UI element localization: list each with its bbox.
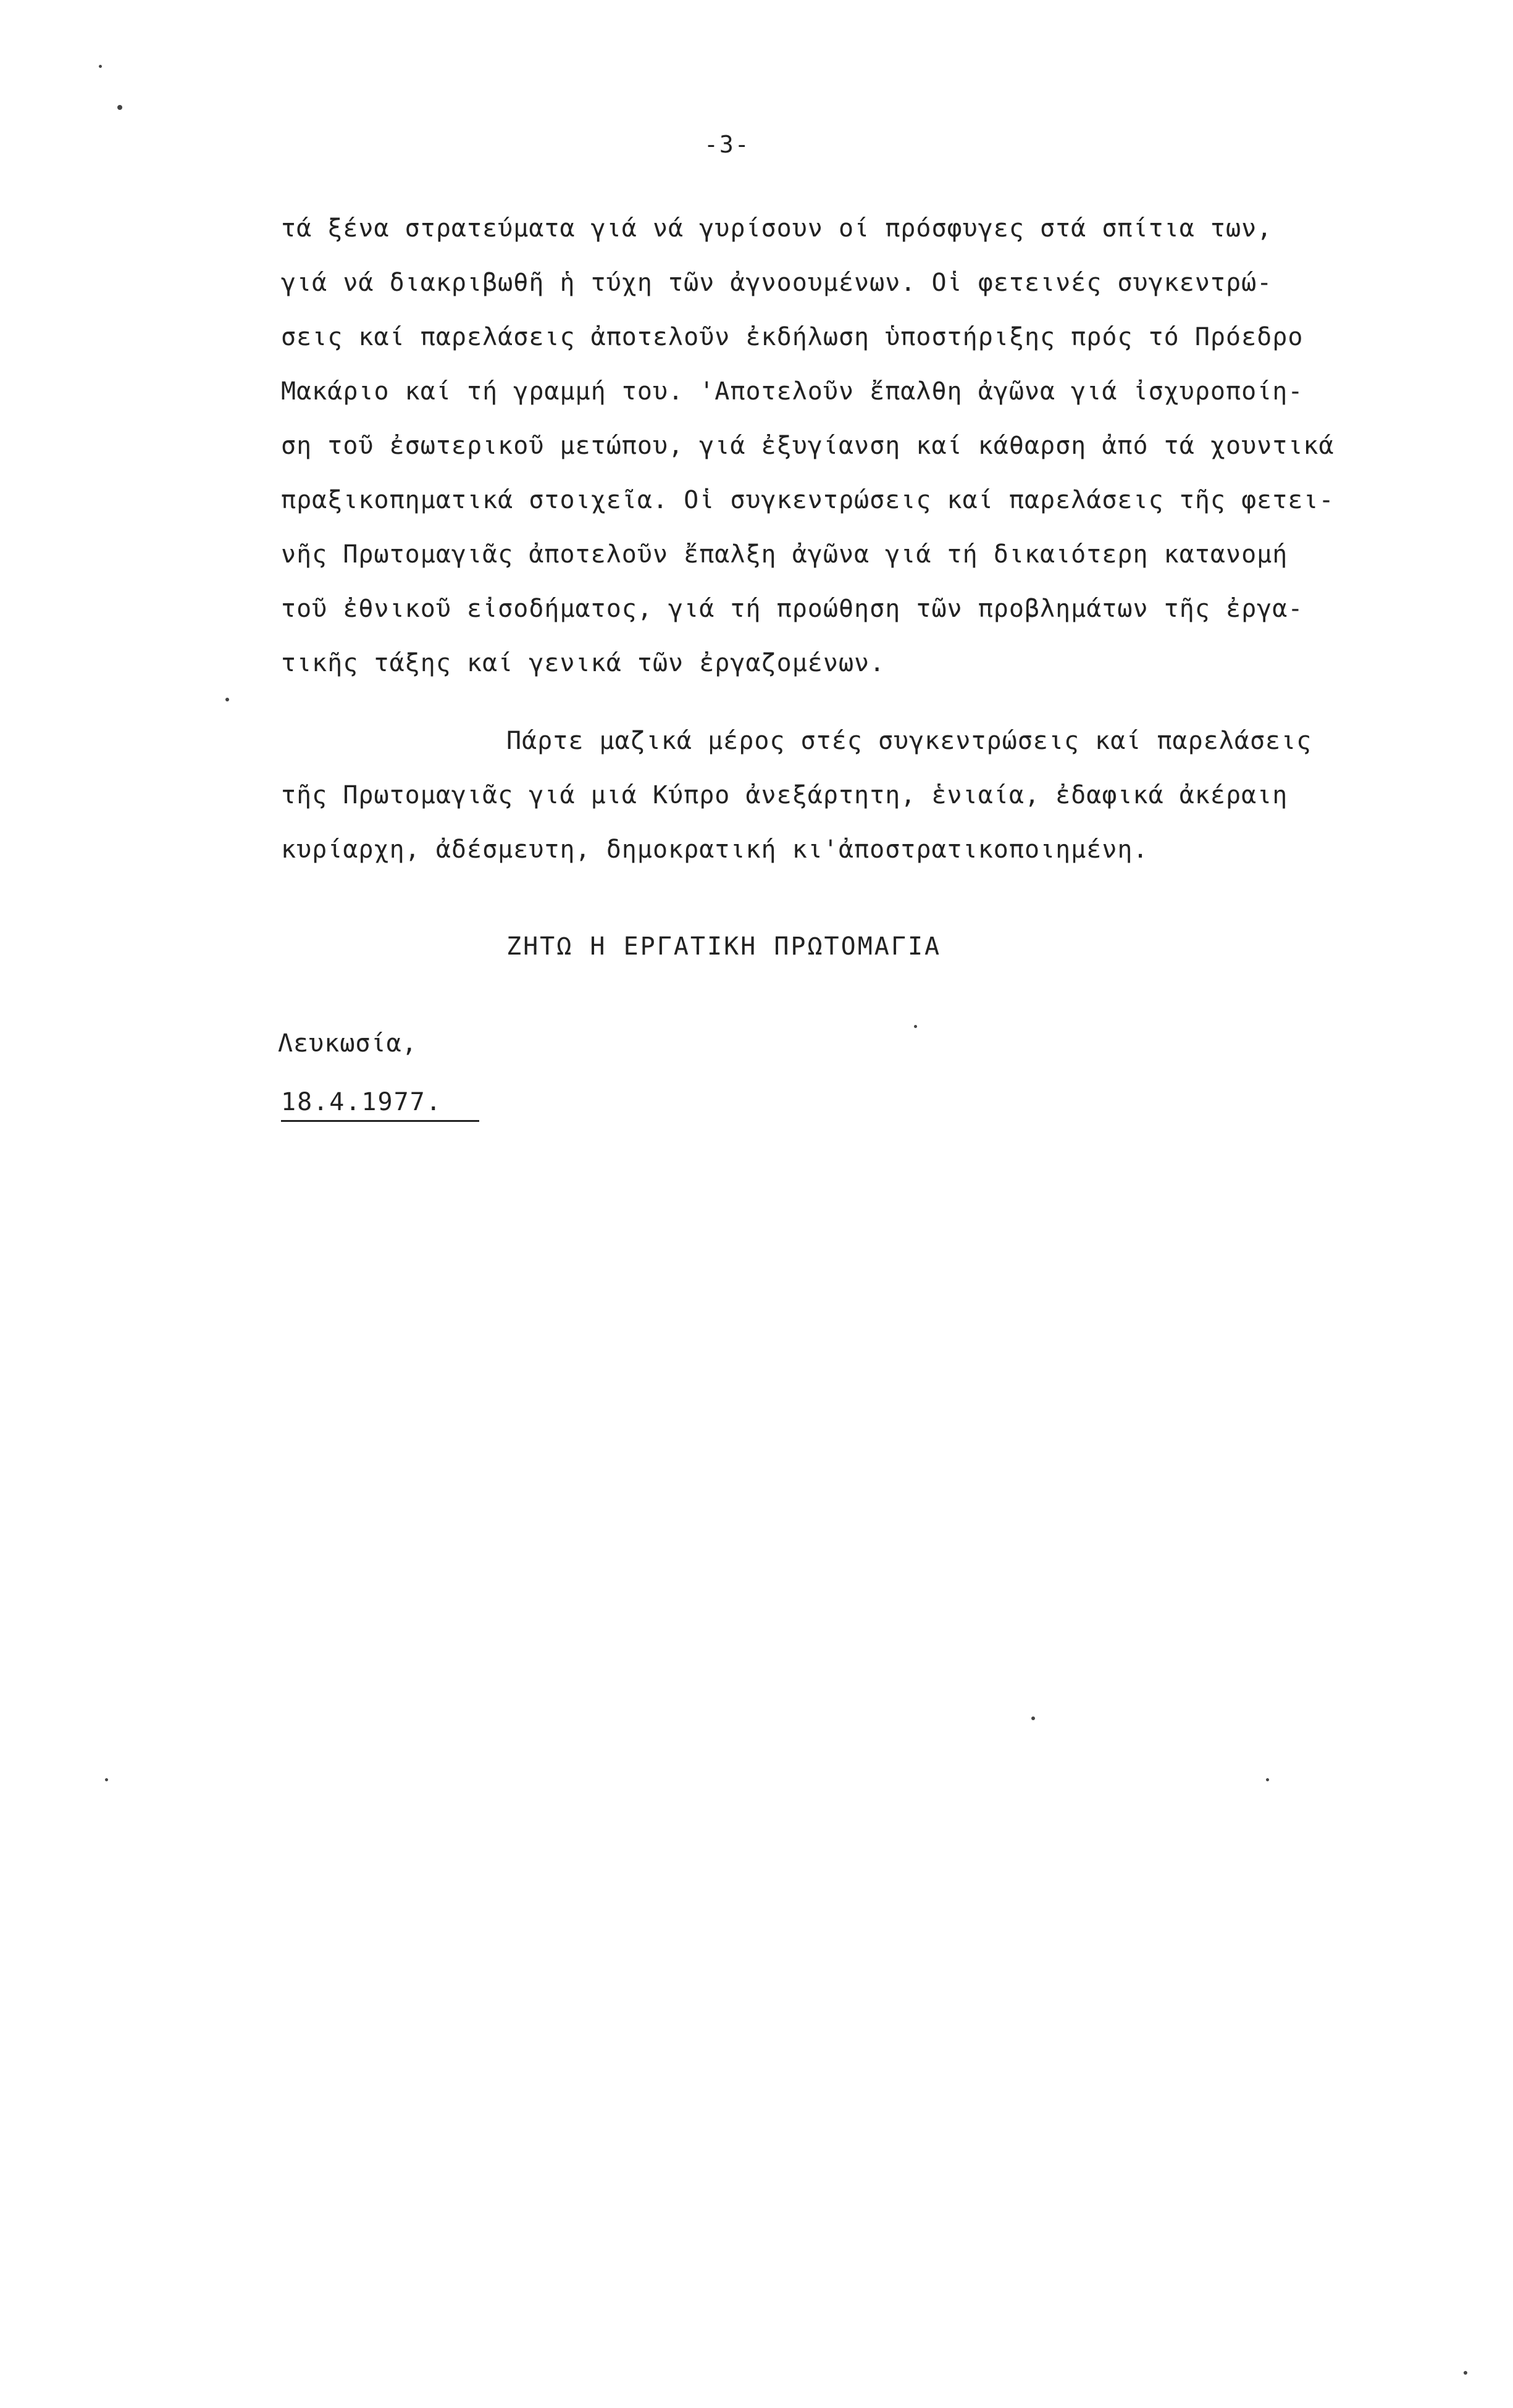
closing-line-2: τῆς Πρωτομαγιᾶς γιά μιά Κύπρο ἀνεξάρτητη, ἑνιαία, ἐδαφικά ἀκέραιη [281, 781, 1288, 809]
scan-speck [105, 1778, 108, 1781]
scan-speck [225, 698, 229, 701]
slogan: ΖΗΤΩ Η ΕΡΓΑΤΙΚΗ ΠΡΩΤΟΜΑΓΙΑ [506, 932, 942, 961]
scan-speck [914, 1025, 917, 1028]
body-line-3: σεις καί παρελάσεις ἀποτελοῦν ἐκδήλωση ὑποστήριξης πρός τό Πρόεδρο [281, 323, 1304, 351]
body-line-2: γιά νά διακριβωθῆ ἡ τύχη τῶν ἀγνοουμένων. Οἱ φετεινές συγκεντρώ- [281, 269, 1273, 297]
scan-speck [99, 65, 102, 68]
body-line-7: νῆς Πρωτομαγιᾶς ἀποτελοῦν ἔπαλξη ἀγῶνα γιά τή δικαιότερη κατανομή [281, 540, 1288, 569]
scan-speck [1464, 2371, 1467, 2375]
scan-speck [1031, 1716, 1035, 1720]
body-line-1: τά ξένα στρατεύματα γιά νά γυρίσουν οί πρόσφυγες στά σπίτια των, [281, 214, 1273, 243]
scan-speck [1266, 1778, 1269, 1781]
place-name: Λευκωσία, [278, 1029, 417, 1058]
body-line-8: τοῦ ἐθνικοῦ εἰσοδήματος, γιά τή προώθηση τῶν προβλημάτων τῆς ἐργα- [281, 595, 1304, 623]
scan-speck [117, 105, 122, 110]
document-date: 18.4.1977. [281, 1088, 479, 1122]
body-line-5: ση τοῦ ἐσωτερικοῦ μετώπου, γιά ἐξυγίανση καί κάθαρση ἀπό τά χουντικά [281, 432, 1335, 460]
closing-line-1: Πάρτε μαζικά μέρος στές συγκεντρώσεις καί παρελάσεις [506, 727, 1312, 755]
page-number: -3- [704, 131, 750, 158]
body-line-9: τικῆς τάξης καί γενικά τῶν ἐργαζομένων. [281, 649, 886, 677]
body-line-4: Μακάριο καί τή γραμμή του. 'Αποτελοῦν ἔπαλθη ἀγῶνα γιά ἰσχυροποίη- [281, 377, 1304, 406]
body-line-6: πραξικοπηματικά στοιχεῖα. Οἱ συγκεντρώσεις καί παρελάσεις τῆς φετει- [281, 486, 1335, 514]
closing-line-3: κυρίαρχη, ἀδέσμευτη, δημοκρατική κι'ἀποστρατικοποιημένη. [281, 835, 1149, 864]
